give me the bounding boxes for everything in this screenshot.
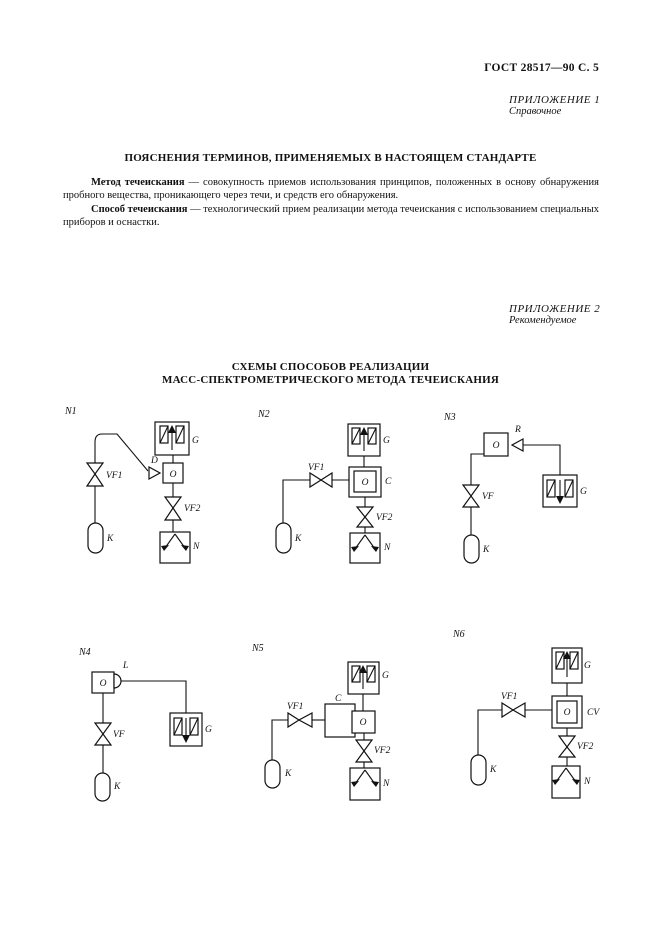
gas-bottle-icon	[95, 773, 110, 801]
pipe-line	[478, 710, 502, 755]
valve-icon	[357, 507, 373, 527]
pipe-line	[121, 681, 186, 713]
gas-bottle-icon	[464, 535, 479, 563]
scheme-n1	[55, 400, 245, 580]
object-label: O	[359, 718, 367, 728]
bottle-label: K	[107, 534, 114, 544]
schemes-title-line1: СХЕМЫ СПОСОБОВ РЕАЛИЗАЦИИ	[231, 361, 430, 373]
term-name: Способ течеискания	[91, 203, 188, 215]
terms-section-title: ПОЯСНЕНИЯ ТЕРМИНОВ, ПРИМЕНЯЕМЫХ В НАСТОЯЩЕМ СТАНДАРТЕ	[124, 152, 537, 164]
scheme-n2	[245, 400, 415, 580]
chamber-label: C	[385, 477, 392, 487]
scheme-number-label: N5	[252, 643, 264, 654]
scheme-n4	[60, 630, 240, 820]
vacuum-pump-icon	[552, 766, 580, 798]
bottle-label: K	[295, 534, 302, 544]
scheme-number-label: N3	[444, 412, 456, 423]
schemes-title-line2: МАСС-СПЕКТРОМЕТРИЧЕСКОГО МЕТОДА ТЕЧЕИСКАНИЯ	[161, 374, 499, 386]
term-name: Метод течеискания	[91, 177, 185, 188]
valve2-label: VF2	[376, 513, 393, 523]
valve1-label: VF1	[287, 702, 304, 712]
leak-detector-icon	[155, 422, 189, 455]
valve-icon	[356, 740, 372, 762]
pipe-line	[523, 445, 560, 475]
valve2-label: VF2	[577, 742, 594, 752]
valve1-label: VF1	[106, 471, 123, 481]
scheme-number-label: N6	[453, 629, 465, 640]
valve1-label: VF1	[501, 692, 518, 702]
term-definition: — технологический прием реализации метода течеискания с использованием специальных приборов и оснастки.	[63, 203, 599, 228]
appendix-2-label: ПРИЛОЖЕНИЕ 2	[509, 303, 601, 315]
pipe-line	[471, 454, 484, 485]
pump-label: N	[584, 777, 591, 787]
vacuum-pump-icon	[160, 532, 190, 563]
valve2-label: VF2	[374, 746, 391, 756]
object-label: O	[169, 470, 177, 480]
valve-label: VF	[113, 730, 125, 740]
gas-bottle-icon	[88, 523, 103, 553]
terms-text-block	[63, 176, 599, 229]
detector-label: G	[382, 671, 389, 681]
pipe-line	[283, 480, 310, 523]
leak-detector-icon	[552, 648, 582, 683]
probe-label: D	[151, 456, 158, 466]
detector-label: G	[584, 661, 591, 671]
object-label: O	[563, 708, 571, 718]
valve-icon	[288, 713, 312, 727]
scheme-number-label: N2	[258, 409, 270, 420]
gas-bottle-icon	[265, 760, 280, 788]
valve1-label: VF1	[308, 463, 325, 473]
scheme-n3	[430, 400, 615, 580]
pump-label: N	[193, 542, 200, 552]
valve2-label: VF2	[184, 504, 201, 514]
scheme-n6	[440, 615, 625, 815]
vacuum-pump-icon	[350, 533, 380, 563]
appendix-2-type: Рекомендуемое	[509, 315, 577, 326]
leak-detector-icon	[170, 713, 202, 746]
detector-label: G	[580, 487, 587, 497]
sniffer-probe-icon	[149, 467, 160, 479]
appendix-1-type: Справочное	[509, 106, 562, 117]
valve-icon	[463, 485, 479, 507]
detector-label: G	[205, 725, 212, 735]
cup-label: L	[123, 661, 129, 671]
sprayer-icon	[512, 439, 523, 451]
appendix-1-block	[509, 94, 600, 118]
term-paragraph	[63, 203, 599, 230]
object-label: O	[361, 478, 369, 488]
pump-label: N	[384, 543, 391, 553]
valve-icon	[165, 497, 181, 520]
term-paragraph	[63, 176, 599, 203]
bottle-label: K	[285, 769, 292, 779]
leak-detector-icon	[348, 424, 380, 456]
valve-icon	[559, 736, 575, 757]
detector-label: G	[383, 436, 390, 446]
term-definition: — совокупность приемов использования принципов, положенных в основу обнаружения пробного вещества, проникающего через течи, и средств его обнаружения.	[63, 177, 599, 202]
gas-bottle-icon	[471, 755, 486, 785]
bottle-label: K	[490, 765, 497, 775]
valve-label: VF	[482, 492, 494, 502]
scheme-number-label: N1	[65, 406, 77, 417]
appendix-2-block	[509, 303, 600, 327]
chamber-label: C	[335, 694, 342, 704]
pipe-line	[272, 720, 288, 760]
leak-detector-icon	[348, 662, 379, 694]
bottle-label: K	[114, 782, 121, 792]
valve-icon	[502, 703, 525, 717]
bottle-label: K	[483, 545, 490, 555]
object-label: O	[99, 679, 107, 689]
sprayer-label: R	[515, 425, 521, 435]
scheme-n5	[245, 630, 425, 815]
pipe-line	[95, 434, 148, 471]
gas-bottle-icon	[276, 523, 291, 553]
document-reference: ГОСТ 28517—90 С. 5	[484, 62, 599, 74]
appendix-1-label: ПРИЛОЖЕНИЕ 1	[509, 94, 601, 106]
detector-label: G	[192, 436, 199, 446]
vacuum-pump-icon	[350, 768, 380, 800]
chamber-box	[325, 704, 355, 737]
valve-icon	[87, 463, 103, 486]
pump-label: N	[383, 779, 390, 789]
suction-cup-icon	[114, 674, 121, 688]
valve-icon	[95, 723, 111, 745]
scheme-number-label: N4	[79, 647, 91, 658]
leak-detector-icon	[543, 475, 577, 507]
valve-icon	[310, 473, 332, 487]
object-label: O	[492, 441, 500, 451]
chamber-label: CV	[587, 708, 600, 718]
